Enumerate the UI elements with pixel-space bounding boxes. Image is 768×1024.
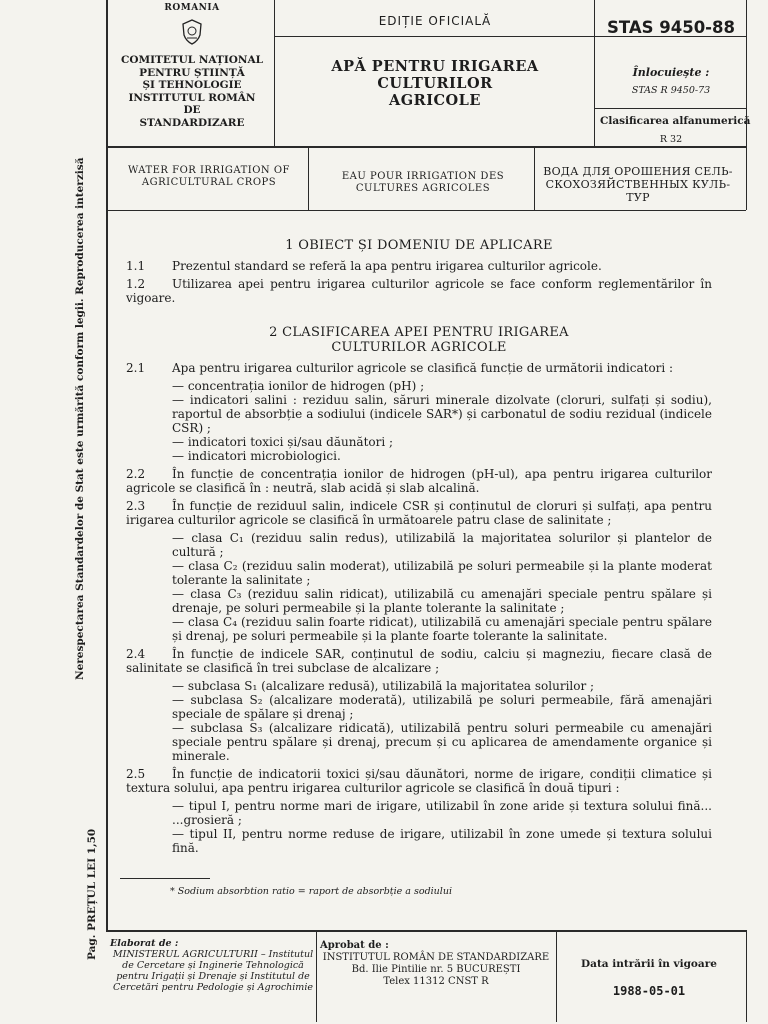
header-rule: [106, 146, 746, 148]
institution-line: ȘI TEHNOLOGIE: [142, 79, 242, 91]
document-body: [126, 232, 712, 855]
paragraph-text: Utilizarea apei pentru irigarea culturilor agricole se face conform reglementărilor în vigoare.: [126, 277, 712, 305]
paragraph-number: 1.2: [126, 277, 146, 291]
institution-line: DE: [183, 104, 201, 116]
list-item: — clasa C₄ (reziduu salin foarte ridicat), utilizabilă cu amenajări speciale pentru spălare și drenaj, pe soluri permeabile și la plante foarte tolerante la salinitate.: [172, 615, 712, 643]
paragraph-text: În funcție de indicele SAR, conținutul de sodiu, calciu și magneziu, fiecare clasă de salinitate se clasifică în trei subclase de alcalizare ;: [126, 647, 712, 675]
list-item: — indicatori salini : reziduu salin, săruri minerale dizolvate (cloruri, sulfați și sodiu), raportul de absorbție a sodiului (indicele SAR*) și carbonatul de sodiu rezidual (indicele CSR) ;: [172, 393, 712, 435]
paragraph-text: În funcție de reziduul salin, indicele CSR și conținutul de cloruri și sulfați, apa pentru irigarea culturilor agricole se clasifică în următoarele patru clase de salinitate ;: [126, 499, 712, 527]
paragraph-number: 2.3: [126, 499, 146, 513]
classification-value: R 32: [659, 134, 683, 145]
list-item: — indicatori microbiologici.: [172, 449, 341, 463]
footer-rule: [106, 930, 746, 932]
approved-label: Aprobat de :: [320, 940, 389, 951]
effective-date: 1988-05-01: [612, 984, 686, 998]
header-divider: [594, 0, 595, 146]
document-title: [276, 58, 594, 109]
header-rule: [106, 210, 746, 211]
section-2-title-line-2: CULTURILOR AGRICOLE: [331, 340, 507, 355]
list-item: — clasa C₃ (reziduu salin ridicat), utilizabilă cu amenajări speciale pentru spălare și drenaje, pe soluri permeabile și la plante tolerante la salinitate ;: [172, 587, 712, 615]
prepared-text: MINISTERUL AGRICULTURII – Institutul de Cercetare și Inginerie Tehnologică pentru Irigații și Drenaje și Institutul de Cercetări pentru Pedologie și Agrochimie: [112, 949, 314, 993]
paragraph-2-4: [126, 647, 712, 675]
footnote-rule: [120, 878, 210, 879]
paragraph-2-1: [126, 361, 712, 375]
institution-line: INSTITUTUL ROMÂN: [128, 91, 256, 104]
list-item: — tipul I, pentru norme mari de irigare, utilizabil în zone aride și textura solului fină... ...grosieră ;: [172, 799, 712, 827]
standard-number: STAS 9450-88: [607, 18, 735, 37]
right-border: [746, 0, 747, 210]
footer-divider: [316, 932, 317, 1022]
issuing-institution: [108, 3, 276, 142]
title-english: WATER FOR IRRIGATION OF AGRICULTURAL CROPS: [128, 165, 290, 188]
title-french: EAU POUR IRRIGATION DES CULTURES AGRICOLES: [341, 171, 505, 194]
paragraph-number: 2.1: [126, 361, 146, 375]
paragraph-number: 2.2: [126, 467, 146, 481]
effective-date-label: Data intrării în vigoare: [581, 958, 717, 970]
edition-label: EDIȚIE OFICIALĂ: [378, 14, 492, 28]
paragraph-text: În funcție de concentrația ionilor de hidrogen (pH-ul), apa pentru irigarea culturilor agricole se clasifică în : neutră, slab acidă și slab alcalină.: [126, 467, 712, 495]
legal-notice-vertical: Nerespectarea Standardelor de Stat este urmărită conform legii. Reproducerea interzisă: [74, 157, 86, 680]
list-item: — tipul II, pentru norme reduse de irigare, utilizabil în zone umede și textura solului fină.: [172, 827, 712, 855]
translation-divider: [308, 148, 309, 210]
country-name: ROMANIA: [164, 3, 220, 13]
paragraph-number: 2.4: [126, 647, 146, 661]
paragraph-text: Prezentul standard se referă la apa pentru irigarea culturilor agricole.: [172, 259, 602, 273]
prepared-by: [110, 938, 316, 993]
list-item: — subclasa S₁ (alcalizare redusă), utilizabilă la majoritatea solurilor ;: [172, 679, 595, 693]
paragraph-2-5: [126, 767, 712, 795]
paragraph-text: În funcție de indicatorii toxici și/sau dăunători, norme de irigare, condiții climatice și textura solului, apa pentru irigarea culturilor agricole se clasifică în două tipuri :: [126, 767, 712, 795]
title-line-2: AGRICOLE: [389, 92, 481, 109]
institution-line: STANDARDIZARE: [139, 116, 245, 129]
title-russian: ВОДА ДЛЯ ОРОШЕНИЯ СЕЛЬ-СКОХОЗЯЙСТВЕННЫХ КУЛЬ-ТУР: [543, 165, 733, 204]
institution-line: PENTRU ȘTIINȚĂ: [139, 66, 245, 79]
section-2-title-line-1: 2 CLASIFICAREA APEI PENTRU IRIGAREA: [269, 325, 569, 340]
price-vertical: Pag. PREȚUL LEI 1,50: [86, 828, 98, 960]
paragraph-text: Apa pentru irigarea culturilor agricole se clasifică funcție de următorii indicatori :: [172, 361, 674, 375]
list-item: — subclasa S₂ (alcalizare moderată), utilizabilă pe soluri permeabile, fără amenajări speciale de spălare și drenaj ;: [172, 693, 712, 721]
list-item: — indicatori toxici și/sau dăunători ;: [172, 435, 394, 449]
paragraph-1-1: [126, 259, 712, 273]
header-rule: [594, 108, 746, 109]
replaces-label: Înlocuiește :: [632, 66, 710, 79]
section-2-title: [126, 325, 712, 355]
list-item: — subclasa S₃ (alcalizare ridicată), utilizabilă pentru soluri permeabile cu amenajări speciale pentru spălare și drenaj, precum și cu aplicarea de amendamente organice și minerale.: [172, 721, 712, 763]
paragraph-2-3: [126, 499, 712, 527]
list-item: — clasa C₂ (reziduu salin moderat), utilizabilă pe soluri permeabile și la plante moderat tolerante la salinitate ;: [172, 559, 712, 587]
coat-of-arms-icon: [181, 19, 203, 45]
prepared-label: Elaborat de :: [110, 938, 179, 949]
approved-by: [320, 940, 552, 988]
approved-line-2: Bd. Ilie Pintilie nr. 5 BUCUREȘTI: [351, 964, 521, 975]
paragraph-1-2: [126, 277, 712, 305]
classification-label: Clasificarea alfanumerică: [600, 115, 751, 127]
footer-divider: [556, 932, 557, 1022]
list-item: — concentrația ionilor de hidrogen (pH) ;: [172, 379, 425, 393]
institution-line: COMITETUL NAȚIONAL: [120, 54, 264, 66]
paragraph-number: 2.5: [126, 767, 146, 781]
replaces-value: STAS R 9450-73: [631, 85, 711, 96]
approved-line-1: INSTITUTUL ROMÂN DE STANDARDIZARE: [322, 952, 550, 963]
section-1-title: 1 OBIECT ȘI DOMENIU DE APLICARE: [285, 238, 553, 253]
title-line-1: APĂ PENTRU IRIGAREA CULTURILOR: [331, 58, 539, 92]
footer-divider: [746, 930, 747, 1022]
footnote: * Sodium absorbtion ratio = raport de absorbție a sodiului: [170, 886, 452, 897]
paragraph-number: 1.1: [126, 259, 146, 273]
list-item: — clasa C₁ (reziduu salin redus), utilizabilă la majoritatea solurilor și plantelor de cultură ;: [172, 531, 712, 559]
translation-divider: [534, 148, 535, 210]
paragraph-2-2: [126, 467, 712, 495]
approved-line-3: Telex 11312 CNST R: [383, 976, 489, 987]
